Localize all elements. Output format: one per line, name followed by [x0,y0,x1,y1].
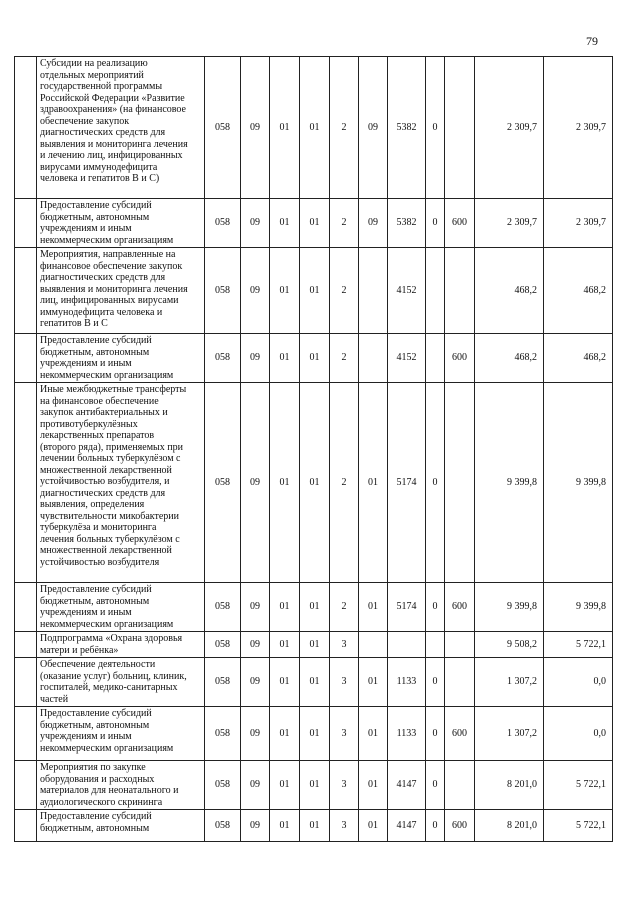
table-row [15,761,613,810]
row-name: Предоставление субсидий бюджетным, автономным учреждениям и иным некоммерческим организациям [37,707,205,761]
code-cell-c8 [426,632,445,658]
code-cell-c5: 2 [330,383,359,583]
row-margin-cell [15,248,37,334]
code-cell-c3: 01 [270,57,300,199]
code-cell-c1: 058 [205,658,241,707]
table-row [15,57,613,199]
code-cell-c1: 058 [205,199,241,248]
code-cell-c1: 058 [205,57,241,199]
row-margin-cell [15,810,37,842]
code-cell-c9: 600 [445,707,475,761]
code-cell-c7: 4152 [388,248,426,334]
code-cell-c1: 058 [205,707,241,761]
code-cell-c9 [445,658,475,707]
amount-sum2: 5 722,1 [544,761,613,810]
code-cell-c7: 4147 [388,761,426,810]
code-cell-c3: 01 [270,583,300,632]
row-name: Мероприятия, направленные на финансовое обеспечение закупок диагностических средств для выявления и мониторинга лечения лиц, инфицированных вирусами иммунодефицита человека и гепатитов В и С [37,248,205,334]
amount-sum1: 468,2 [475,334,544,383]
code-cell-c7: 5382 [388,199,426,248]
code-cell-c1: 058 [205,632,241,658]
code-cell-c8: 0 [426,57,445,199]
code-cell-c8 [426,248,445,334]
code-cell-c2: 09 [241,383,270,583]
code-cell-c2: 09 [241,334,270,383]
code-cell-c4: 01 [300,57,330,199]
code-cell-c6: 01 [359,583,388,632]
row-margin-cell [15,658,37,707]
amount-sum2: 0,0 [544,658,613,707]
row-name: Обеспечение деятельности (оказание услуг) больниц, клиник, госпиталей, медико-санитарных частей [37,658,205,707]
code-cell-c6: 01 [359,761,388,810]
amount-sum1: 8 201,0 [475,761,544,810]
code-cell-c9 [445,248,475,334]
code-cell-c3: 01 [270,199,300,248]
code-cell-c8: 0 [426,199,445,248]
code-cell-c2: 09 [241,57,270,199]
code-cell-c1: 058 [205,810,241,842]
code-cell-c5: 2 [330,583,359,632]
code-cell-c5: 2 [330,334,359,383]
row-margin-cell [15,199,37,248]
row-name: Предоставление субсидий бюджетным, автономным учреждениям и иным некоммерческим организациям [37,334,205,383]
code-cell-c7 [388,632,426,658]
code-cell-c8: 0 [426,383,445,583]
code-cell-c6: 01 [359,810,388,842]
code-cell-c5: 2 [330,199,359,248]
code-cell-c4: 01 [300,383,330,583]
code-cell-c4: 01 [300,761,330,810]
amount-sum1: 1 307,2 [475,707,544,761]
code-cell-c5: 3 [330,707,359,761]
amount-sum1: 1 307,2 [475,658,544,707]
code-cell-c4: 01 [300,658,330,707]
code-cell-c8 [426,334,445,383]
code-cell-c8: 0 [426,761,445,810]
code-cell-c6 [359,632,388,658]
row-margin-cell [15,383,37,583]
amount-sum1: 2 309,7 [475,199,544,248]
table-row [15,248,613,334]
row-margin-cell [15,583,37,632]
row-name: Мероприятия по закупке оборудования и расходных материалов для неонатального и аудиологического скрининга [37,761,205,810]
amount-sum2: 468,2 [544,334,613,383]
code-cell-c5: 3 [330,658,359,707]
code-cell-c4: 01 [300,810,330,842]
code-cell-c3: 01 [270,761,300,810]
code-cell-c9: 600 [445,810,475,842]
row-name: Подпрограмма «Охрана здоровья матери и ребёнка» [37,632,205,658]
code-cell-c4: 01 [300,199,330,248]
code-cell-c3: 01 [270,383,300,583]
code-cell-c4: 01 [300,248,330,334]
code-cell-c5: 2 [330,248,359,334]
code-cell-c2: 09 [241,810,270,842]
amount-sum2: 9 399,8 [544,383,613,583]
table-row [15,334,613,383]
code-cell-c4: 01 [300,632,330,658]
code-cell-c9: 600 [445,334,475,383]
code-cell-c7: 5382 [388,57,426,199]
code-cell-c2: 09 [241,761,270,810]
amount-sum1: 9 399,8 [475,583,544,632]
code-cell-c2: 09 [241,658,270,707]
code-cell-c8: 0 [426,583,445,632]
code-cell-c5: 3 [330,761,359,810]
amount-sum1: 9 508,2 [475,632,544,658]
code-cell-c3: 01 [270,248,300,334]
code-cell-c3: 01 [270,707,300,761]
code-cell-c9 [445,761,475,810]
code-cell-c6 [359,334,388,383]
row-name: Субсидии на реализацию отдельных мероприятий государственной программы Российской Федерации «Развитие здравоохранения» (на финансовое обеспечение закупок диагностических средств для выявления и мониторинга лечения и лечению лиц, инфицированных вирусами иммунодефицита человека и гепатитов В и С) [37,57,205,199]
table-row [15,199,613,248]
amount-sum1: 9 399,8 [475,383,544,583]
code-cell-c6: 01 [359,383,388,583]
code-cell-c7: 4152 [388,334,426,383]
code-cell-c7: 1133 [388,658,426,707]
amount-sum2: 5 722,1 [544,632,613,658]
page-number: 79 [586,34,598,48]
amount-sum2: 468,2 [544,248,613,334]
row-name: Иные межбюджетные трансферты на финансовое обеспечение закупок антибактериальных и противотуберкулёзных лекарственных препаратов (второго ряда), применяемых при лечении больных туберкулёзом с множественной лекарственной устойчивостью возбудителя, и диагностических средств для выявления, определения чувствительности микобактерии туберкулёза и мониторинга лечения больных туберкулёзом с множественной лекарственной устойчивостью возбудителя [37,383,205,583]
code-cell-c8: 0 [426,658,445,707]
code-cell-c4: 01 [300,707,330,761]
amount-sum2: 5 722,1 [544,810,613,842]
code-cell-c9: 600 [445,583,475,632]
code-cell-c1: 058 [205,383,241,583]
code-cell-c7: 5174 [388,383,426,583]
code-cell-c9 [445,383,475,583]
amount-sum2: 2 309,7 [544,199,613,248]
amount-sum2: 0,0 [544,707,613,761]
code-cell-c7: 5174 [388,583,426,632]
code-cell-c3: 01 [270,810,300,842]
code-cell-c1: 058 [205,334,241,383]
table-row [15,810,613,842]
code-cell-c8: 0 [426,707,445,761]
budget-table [14,56,613,842]
code-cell-c3: 01 [270,334,300,383]
row-margin-cell [15,334,37,383]
code-cell-c1: 058 [205,248,241,334]
code-cell-c2: 09 [241,248,270,334]
code-cell-c6: 01 [359,707,388,761]
code-cell-c5: 2 [330,57,359,199]
table-row [15,632,613,658]
code-cell-c7: 4147 [388,810,426,842]
code-cell-c5: 3 [330,632,359,658]
code-cell-c3: 01 [270,658,300,707]
code-cell-c7: 1133 [388,707,426,761]
code-cell-c8: 0 [426,810,445,842]
code-cell-c9 [445,57,475,199]
code-cell-c6: 09 [359,57,388,199]
code-cell-c6 [359,248,388,334]
amount-sum1: 468,2 [475,248,544,334]
row-margin-cell [15,707,37,761]
code-cell-c5: 3 [330,810,359,842]
table-row [15,707,613,761]
code-cell-c4: 01 [300,583,330,632]
code-cell-c6: 09 [359,199,388,248]
code-cell-c1: 058 [205,583,241,632]
code-cell-c9 [445,632,475,658]
code-cell-c2: 09 [241,632,270,658]
code-cell-c2: 09 [241,199,270,248]
amount-sum1: 8 201,0 [475,810,544,842]
code-cell-c9: 600 [445,199,475,248]
code-cell-c2: 09 [241,707,270,761]
row-name: Предоставление субсидий бюджетным, автономным учреждениям и иным некоммерческим организациям [37,199,205,248]
code-cell-c6: 01 [359,658,388,707]
row-margin-cell [15,632,37,658]
code-cell-c1: 058 [205,761,241,810]
table-row [15,383,613,583]
amount-sum2: 2 309,7 [544,57,613,199]
row-margin-cell [15,57,37,199]
row-name: Предоставление субсидий бюджетным, автономным учреждениям и иным некоммерческим организациям [37,583,205,632]
row-margin-cell [15,761,37,810]
amount-sum1: 2 309,7 [475,57,544,199]
table-row [15,583,613,632]
table-row [15,658,613,707]
code-cell-c3: 01 [270,632,300,658]
code-cell-c2: 09 [241,583,270,632]
amount-sum2: 9 399,8 [544,583,613,632]
code-cell-c4: 01 [300,334,330,383]
row-name: Предоставление субсидий бюджетным, автономным [37,810,205,842]
